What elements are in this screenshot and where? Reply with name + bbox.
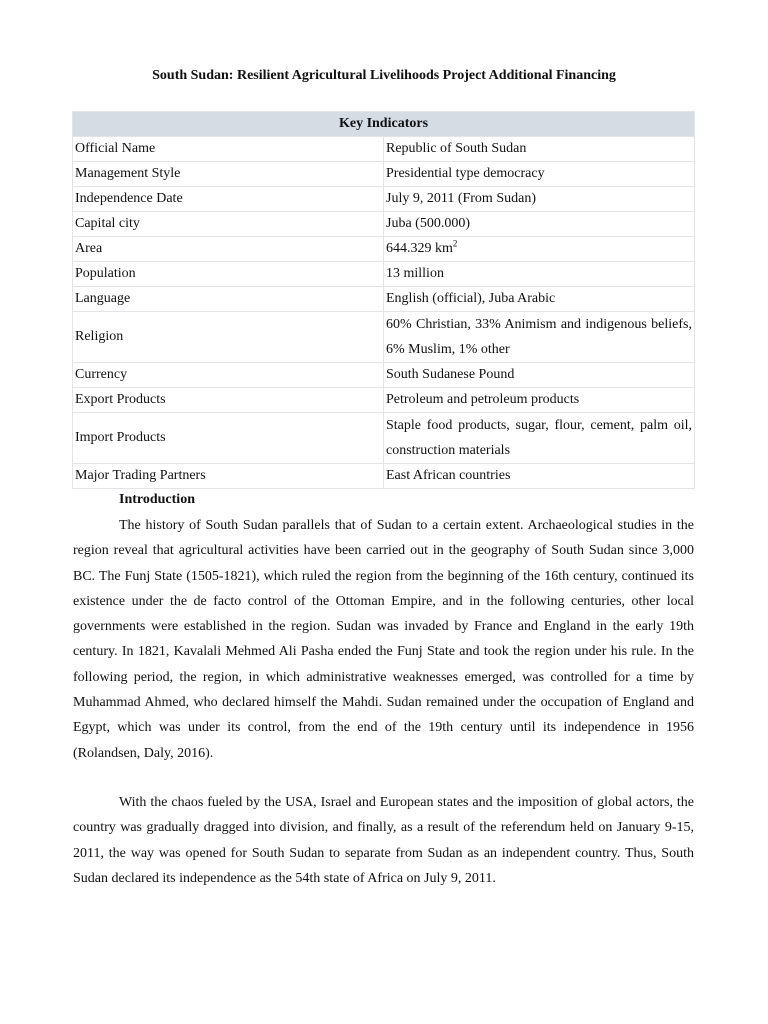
row-label: Export Products [73, 388, 384, 413]
row-value: English (official), Juba Arabic [384, 287, 695, 312]
document-title: South Sudan: Resilient Agricultural Livelihoods Project Additional Financing [152, 68, 616, 83]
table-row [73, 237, 695, 262]
row-value: South Sudanese Pound [384, 363, 695, 388]
row-label: Capital city [73, 212, 384, 237]
table-row [73, 413, 695, 464]
key-indicators-table [72, 111, 695, 489]
row-label: Independence Date [73, 187, 384, 212]
area-value-text: 644.329 km [386, 241, 453, 256]
table-row [73, 464, 695, 489]
row-label: Major Trading Partners [73, 464, 384, 489]
table-row [73, 312, 695, 363]
row-value: Republic of South Sudan [384, 137, 695, 162]
row-label: Population [73, 262, 384, 287]
introduction-paragraph-1: The history of South Sudan parallels that of Sudan to a certain extent. Archaeological studies in the region reveal that agricultural activities have been carried out in the geography of South Sudan since 3,000 BC. The Funj State (1505-1821), which ruled the region from the beginning of the 16th century, continued its existence under the de facto control of the Ottoman Empire, and in the following centuries, other local governments were established in the region. Sudan was invaded by France and England in the early 19th century. In 1821, Kavalali Mehmed Ali Pasha ended the Funj State and took the region under his rule. In the following period, the region, in which administrative weaknesses emerged, was controlled for a time by Muhammad Ahmed, who declared himself the Mahdi. Sudan remained under the occupation of England and Egypt, which was under its control, from the end of the 19th century until its independence in 1956 (Rolandsen, Daly, 2016). [73, 518, 694, 761]
row-value [384, 237, 695, 262]
row-label: Religion [73, 312, 384, 363]
row-value: Presidential type democracy [384, 162, 695, 187]
row-value: Petroleum and petroleum products [384, 388, 695, 413]
table-row [73, 287, 695, 312]
row-value: East African countries [384, 464, 695, 489]
table-row [73, 137, 695, 162]
row-label: Area [73, 237, 384, 262]
row-value: July 9, 2011 (From Sudan) [384, 187, 695, 212]
table-row [73, 162, 695, 187]
table-row [73, 212, 695, 237]
row-label: Import Products [73, 413, 384, 464]
row-value: Juba (500.000) [384, 212, 695, 237]
row-value: Staple food products, sugar, flour, cement, palm oil, construction materials [384, 413, 695, 464]
area-superscript: 2 [452, 238, 458, 249]
table-row [73, 262, 695, 287]
introduction-paragraph-2: With the chaos fueled by the USA, Israel and European states and the imposition of global actors, the country was gradually dragged into division, and finally, as a result of the referendum held on January 9-15, 2011, the way was opened for South Sudan to separate from Sudan as an independent country. Thus, South Sudan declared its independence as the 54th state of Africa on July 9, 2011. [73, 795, 694, 886]
row-value: 60% Christian, 33% Animism and indigenous beliefs, 6% Muslim, 1% other [384, 312, 695, 363]
row-label: Management Style [73, 162, 384, 187]
table-header-row [73, 112, 695, 137]
table-row [73, 363, 695, 388]
row-label: Official Name [73, 137, 384, 162]
introduction-heading: Introduction [119, 492, 195, 507]
table-header: Key Indicators [73, 112, 695, 137]
row-label: Language [73, 287, 384, 312]
table-row [73, 187, 695, 212]
table-row [73, 388, 695, 413]
row-label: Currency [73, 363, 384, 388]
row-value: 13 million [384, 262, 695, 287]
